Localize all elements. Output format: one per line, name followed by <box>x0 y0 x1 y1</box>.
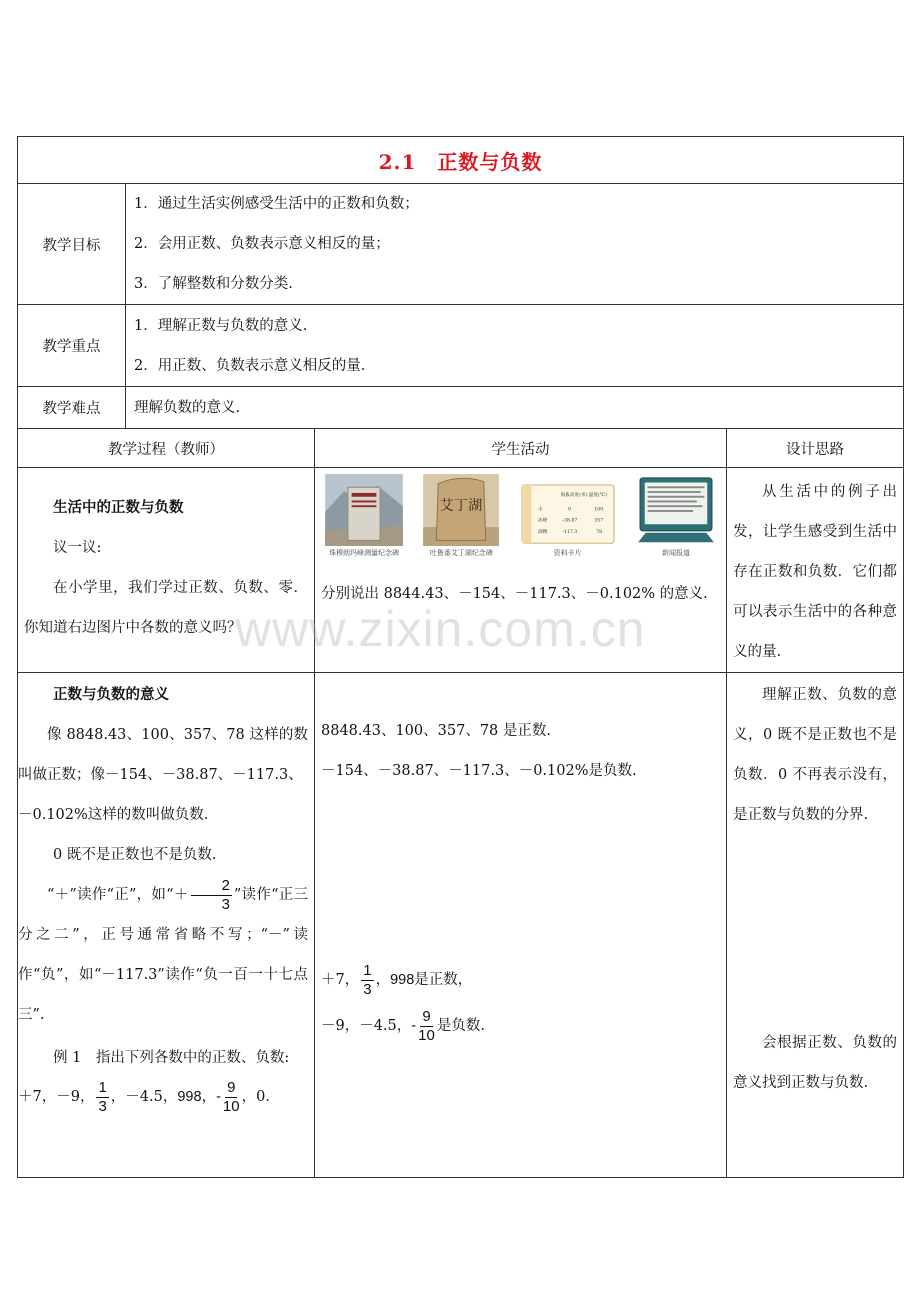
section2-negative-def: －0.102%这样的数叫做负数. <box>18 807 209 823</box>
photo-caption: 吐鲁番艾丁湖纪念碑 <box>429 549 493 557</box>
card-cell: 0 <box>567 507 571 513</box>
photo-caption: 资料卡片 <box>553 549 582 557</box>
example-text: ， <box>201 1089 217 1105</box>
fraction-den: 3 <box>221 895 230 913</box>
card-header: 温度(℃) <box>588 493 607 499</box>
student-answer-positive <box>315 957 726 1003</box>
objective-item: 1．通过生活实例感受生活中的正数和负数； <box>134 196 419 212</box>
card-header: 海拔高度(米) <box>560 493 588 499</box>
answer-text: －9，－4.5， <box>321 1018 412 1034</box>
card-cell: 78 <box>595 529 602 535</box>
section2-design <box>727 673 904 1178</box>
fraction-one-third <box>361 962 373 999</box>
fraction-two-thirds <box>191 877 232 914</box>
card-cell: 357 <box>593 518 603 524</box>
objective-item: 3．了解整数和分数分类. <box>134 276 293 292</box>
student-negative: －154、－38.87、－117.3、－0.102%是负数. <box>321 763 637 779</box>
fraction-den: 10 <box>418 1026 435 1044</box>
reading-text: ”读作“正三分之二”，正号通常省略不写；“－”读作“负”，如“－117.3”读作“负一百一十七点三”. <box>18 887 308 1023</box>
key-point-item: 2．用正数、负数表示意义相反的量. <box>134 357 366 374</box>
example-text: ，－4.5， <box>110 1089 178 1105</box>
fraction-nine-tenths <box>418 1008 435 1045</box>
answer-text: 是负数. <box>436 1018 485 1034</box>
fraction-num: 1 <box>363 961 372 979</box>
fraction-nine-tenths <box>223 1079 240 1116</box>
answer-text: ， <box>375 972 391 988</box>
minus-sign: - <box>216 1089 221 1105</box>
objectives-label: 教学目标 <box>18 184 126 305</box>
section1-teacher <box>18 468 315 673</box>
photo-strip <box>315 468 726 558</box>
example-text: ，0． <box>241 1089 280 1105</box>
card-cell: 丰 <box>537 507 543 513</box>
data-card-image <box>518 484 618 546</box>
example-1: 例 1 指出下列各数中的正数、负数: <box>53 1050 290 1066</box>
example-text: ＋7，－9， <box>18 1089 95 1105</box>
header-teacher: 教学过程（教师） <box>18 429 315 468</box>
section2-student <box>315 673 727 1178</box>
card-cell: -38.87 <box>562 518 578 524</box>
answer-text: ＋7， <box>321 972 360 988</box>
minus-sign: - <box>411 1018 417 1034</box>
card-cell: -117.3 <box>562 529 578 535</box>
photo-aydingkol-monument <box>421 474 501 558</box>
section2-heading: 正数与负数的意义 <box>53 686 169 703</box>
key-points-list <box>126 305 904 387</box>
card-cell: 酒精 <box>537 529 547 535</box>
svg-text:艾丁湖: 艾丁湖 <box>440 498 483 514</box>
stone-image <box>421 474 501 546</box>
header-student: 学生活动 <box>315 429 727 468</box>
fraction-num: 1 <box>98 1078 107 1096</box>
reading-text: “＋”读作“正”，如“＋ <box>47 887 189 903</box>
objective-item: 2．会用正数、负数表示意义相反的量； <box>134 236 390 252</box>
section1-heading: 生活中的正数与负数 <box>53 499 184 516</box>
fraction-den: 3 <box>363 980 372 998</box>
fraction-one-third <box>96 1079 108 1116</box>
lesson-plan-table <box>17 136 904 1178</box>
page-title: 2.1 正数与负数 <box>18 137 904 184</box>
fraction-num: 9 <box>227 1078 236 1096</box>
section2-design-text-2: 会根据正数、负数的意义找到正数与负数. <box>733 1035 898 1091</box>
key-points-label: 教学重点 <box>18 305 126 387</box>
photo-caption: 新闻报道 <box>661 549 690 557</box>
number-998: 998 <box>390 972 415 988</box>
section2-zero: 0 既不是正数也不是负数. <box>53 847 217 863</box>
fraction-den: 10 <box>222 1097 240 1115</box>
difficulty-text <box>126 387 904 429</box>
example-1-numbers <box>18 1075 314 1119</box>
section2-teacher <box>18 673 315 1178</box>
student-answer-negative <box>315 1003 726 1049</box>
fraction-num: 2 <box>191 877 232 896</box>
number-998: 998 <box>177 1089 202 1105</box>
card-cell: 冰峰 <box>537 518 547 524</box>
key-point-item: 1．理解正数与负数的意义. <box>134 317 308 334</box>
watermark: www.zixin.com.cn <box>235 601 646 657</box>
section1-question: 在小学里，我们学过正数、负数、零．你知道右边图片中各数的意义吗？ <box>24 580 308 636</box>
section2-positive-def: 像 8848.43、100、357、78 这样的数叫做正数；像－154、－38.87、－117.3、 <box>18 727 308 783</box>
section1-student <box>315 468 727 673</box>
student-positive: 8848.43、100、357、78 是正数. <box>321 723 551 739</box>
section1-design-text: 从生活中的例子出发，让学生感受到生活中存在正数和负数．它们都可以表示生活中的各种意义的量. <box>733 484 898 660</box>
monument-image <box>323 474 405 546</box>
section1-prompt: 议一议: <box>53 540 102 556</box>
section2-design-text: 理解正数、负数的意义，0 既不是正数也不是负数．0 不再表示没有，是正数与负数的分界. <box>733 687 898 823</box>
photo-caption: 珠穆朗玛峰测量纪念碑 <box>329 549 399 557</box>
monitor-image <box>634 474 718 546</box>
fraction-den: 3 <box>98 1097 107 1115</box>
answer-text: 是正数， <box>414 972 473 988</box>
photo-everest-monument <box>323 474 405 558</box>
section2-reading <box>18 875 314 1035</box>
difficulty-label: 教学难点 <box>18 387 126 429</box>
section1-design <box>727 468 904 673</box>
difficulty-item: 理解负数的意义. <box>134 399 241 416</box>
section1-student-text: 分别说出 8844.43、－154、－117.3、－0.102% 的意义. <box>321 586 708 602</box>
objectives-list <box>126 184 904 305</box>
card-cell: 100 <box>593 507 603 513</box>
fraction-num: 9 <box>422 1007 431 1025</box>
header-design: 设计思路 <box>727 429 904 468</box>
photo-data-card <box>518 474 618 558</box>
photo-news-report <box>634 474 718 558</box>
